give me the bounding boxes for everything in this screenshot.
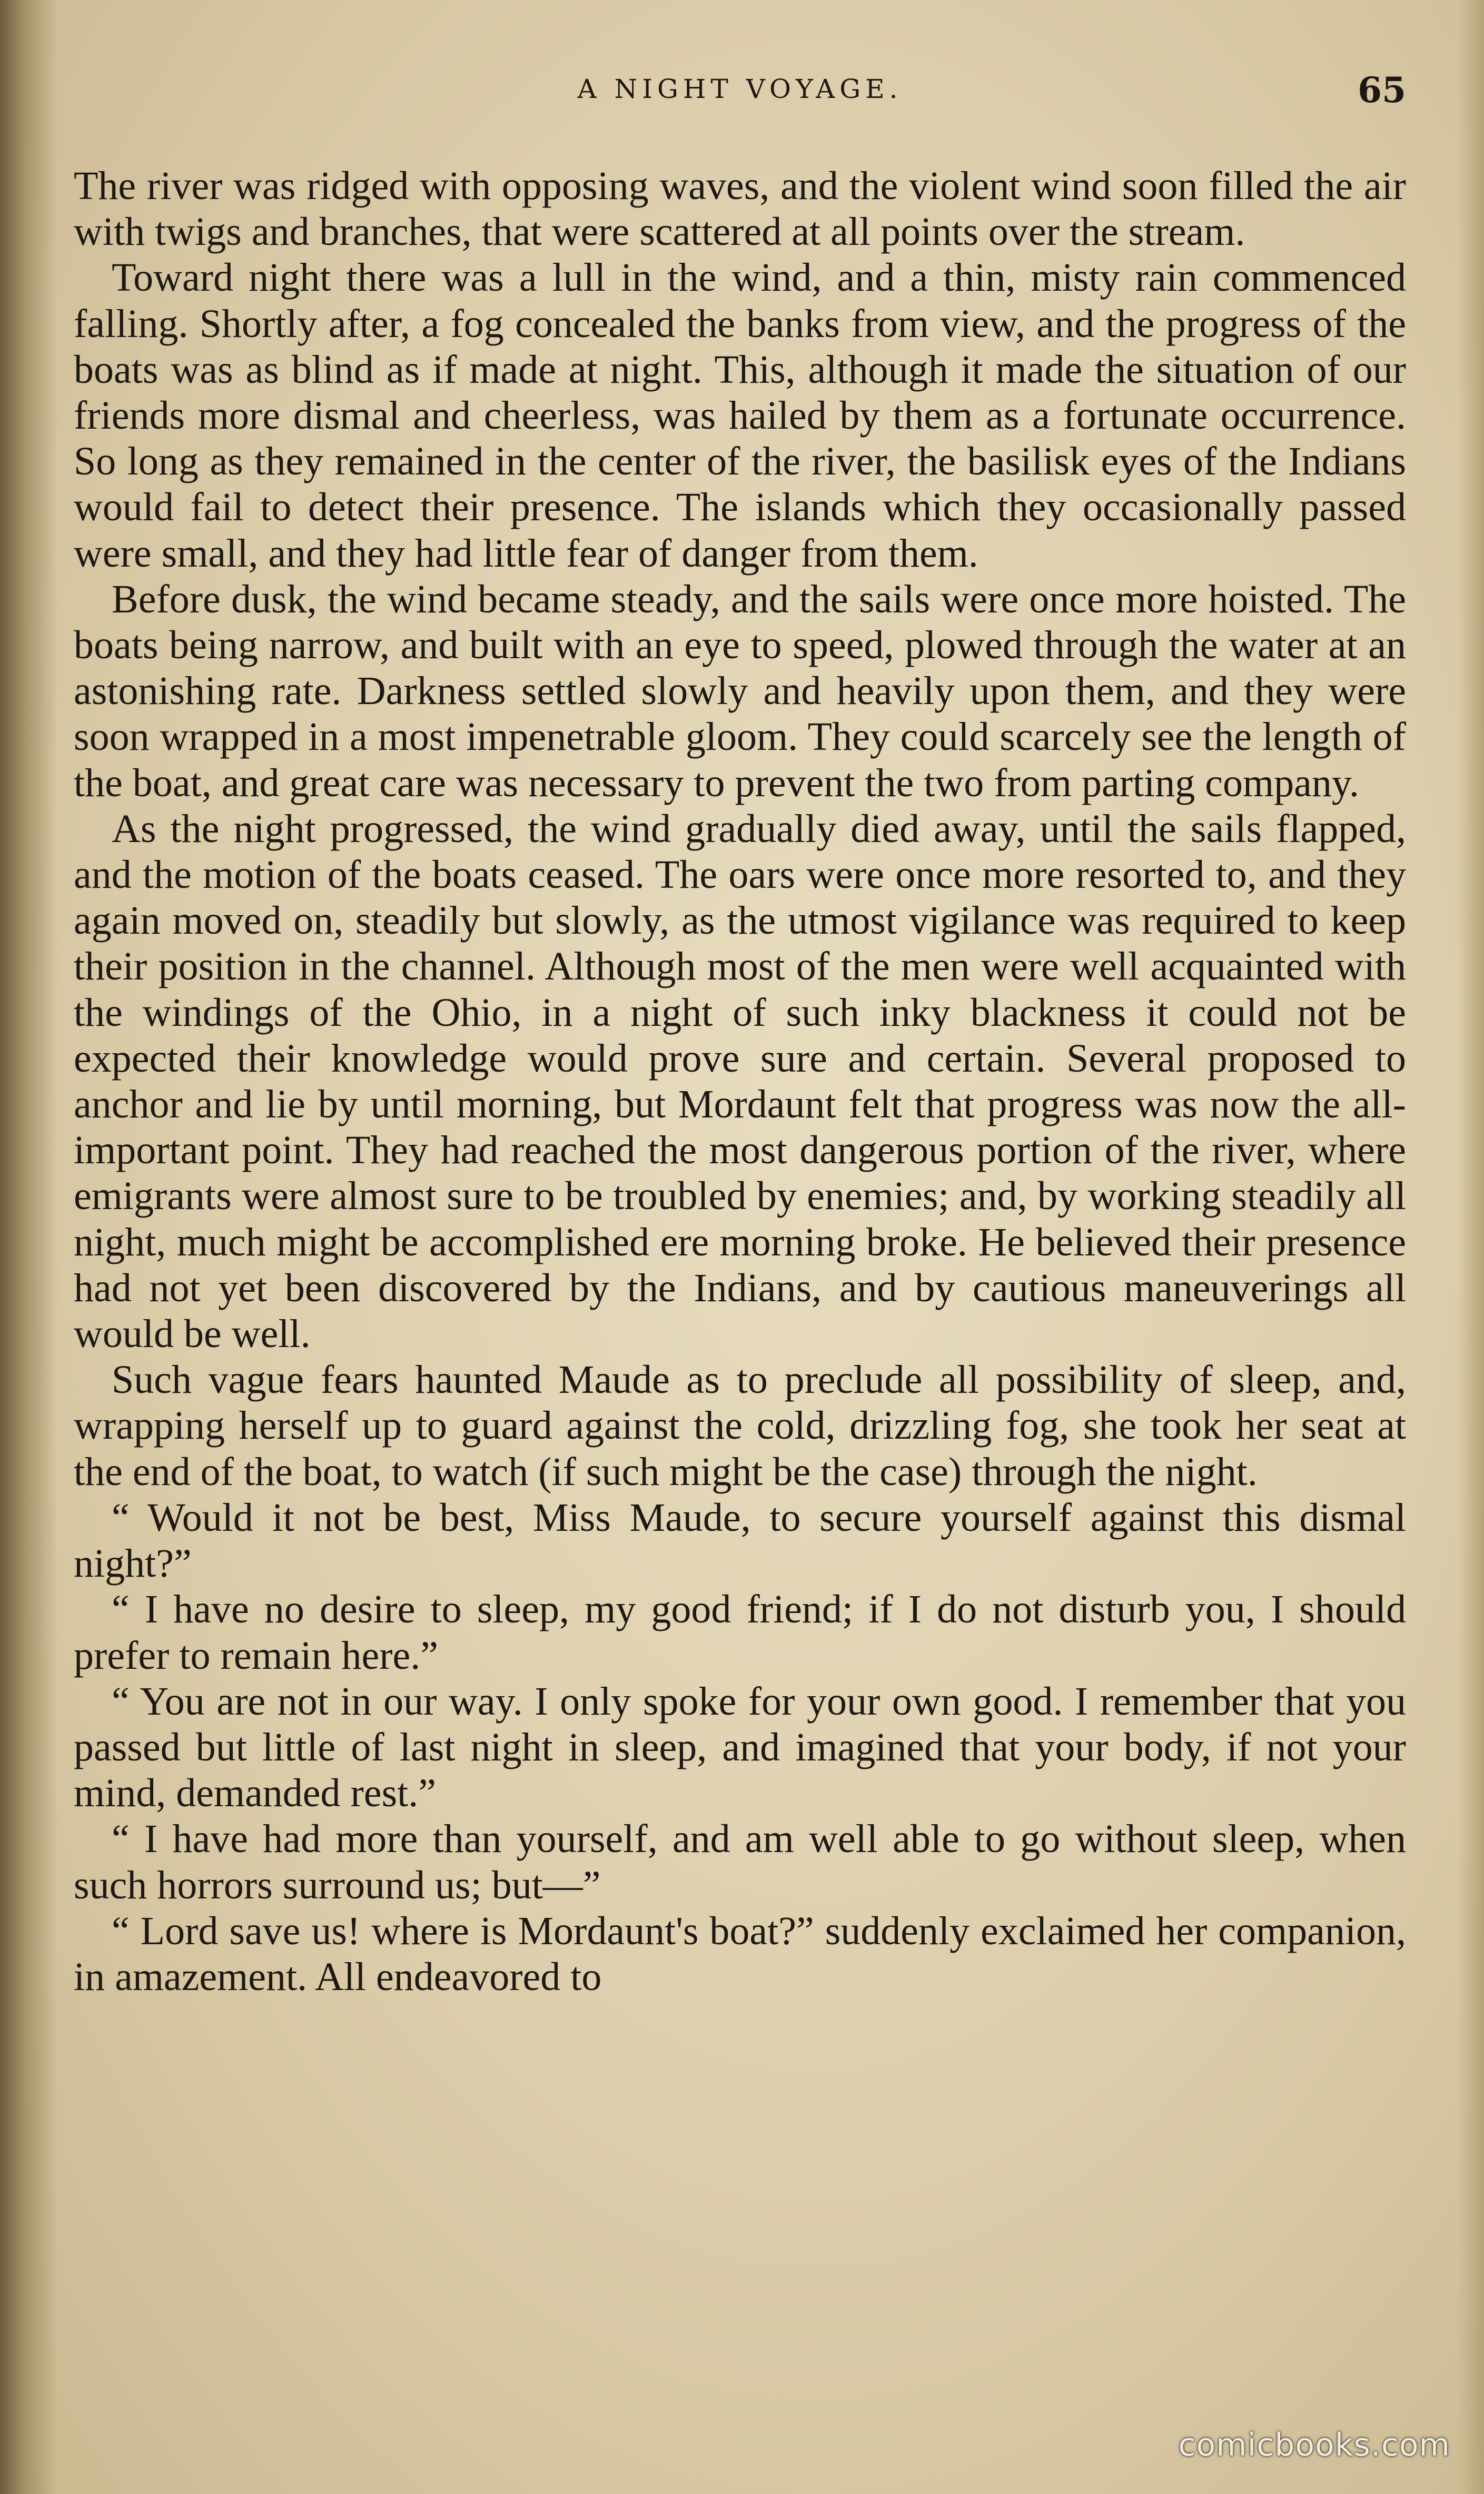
dialogue-3: “ You are not in our way. I only spoke for your own good. I remember that you passed but little of last night in sleep, and imagined that your body, if not your mind, demanded rest.” xyxy=(74,1679,1406,1816)
running-head: A NIGHT VOYAGE. xyxy=(577,74,903,104)
paragraph-5: Such vague fears haunted Maude as to preclude all possibility of sleep, and, wrapping herself up to guard against the cold, drizzling fog, she took her seat at the end of the boat, to watch (if such might be the case) through the night. xyxy=(74,1358,1406,1494)
dialogue-1: “ Would it not be best, Miss Maude, to secure yourself against this dismal night?” xyxy=(74,1495,1406,1586)
dialogue-4: “ I have had more than yourself, and am well able to go without sleep, when such horrors surround us; but—” xyxy=(74,1817,1406,1907)
page-header xyxy=(74,70,1406,126)
dialogue-5: “ Lord save us! where is Mordaunt's boat?” suddenly exclaimed her companion, in amazement. All endeavored to xyxy=(74,1908,1406,1999)
body-text xyxy=(74,163,1406,2000)
paragraph-4: As the night progressed, the wind gradually died away, until the sails flapped, and the motion of the boats ceased. The oars were once more resorted to, and they again moved on, steadily but slowly, as the utmost vigilance was required to keep their position in the channel. Although most of the men were well acquainted with the windings of the Ohio, in a night of such inky blackness it could not be expected their knowledge would prove sure and certain. Several proposed to anchor and lie by until morning, but Mordaunt felt that progress was now the all-important point. They had reached the most dangerous portion of the river, where emigrants were almost sure to be troubled by enemies; and, by working steadily all night, much might be accomplished ere morning broke. He believed their presence had not yet been discovered by the Indians, and by cautious maneuverings all would be well. xyxy=(74,806,1406,1357)
paragraph-2: Toward night there was a lull in the wind, and a thin, misty rain commenced falling. Shortly after, a fog concealed the banks from view, and the progress of the boats was as blind as if made at night. This, although it made the situation of our friends more dismal and cheerless, was hailed by them as a fortunate occurrence. So long as they remained in the center of the river, the basilisk eyes of the Indians would fail to detect their presence. The islands which they occasionally passed were small, and they had little fear of danger from them. xyxy=(74,255,1406,576)
watermark: comicbooks.com xyxy=(1178,2427,1450,2463)
page-number: 65 xyxy=(1358,70,1406,111)
paragraph-1: The river was ridged with opposing waves, and the violent wind soon filled the air with twigs and branches, that were scattered at all points over the stream. xyxy=(74,164,1406,254)
paragraph-3: Before dusk, the wind became steady, and the sails were once more hoisted. The boats being narrow, and built with an eye to speed, plowed through the water at an astonishing rate. Darkness settled slowly and heavily upon them, and they were soon wrapped in a most impenetrable gloom. They could scarcely see the length of the boat, and great care was necessary to prevent the two from parting company. xyxy=(74,577,1406,805)
dialogue-2: “ I have no desire to sleep, my good friend; if I do not disturb you, I should prefer to remain here.” xyxy=(74,1587,1406,1678)
